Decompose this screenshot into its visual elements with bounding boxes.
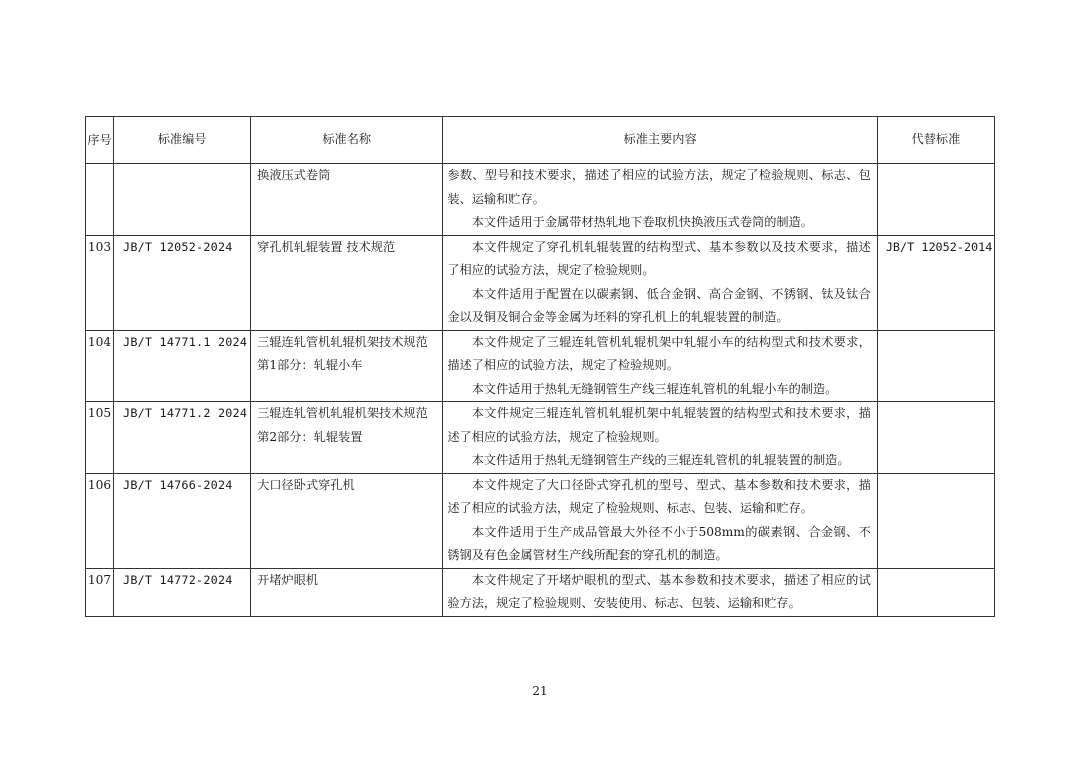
row-name: 三辊连轧管机轧辊机架技术规范 第1部分：轧辊小车 [251, 330, 443, 402]
content-scope: 本文件适用于生产成品管最大外径不小于508mm的碳素钢、合金钢、不锈钢及有色金属管材生产线所配套的穿孔机的制造。 [447, 524, 871, 562]
content-scope: 本文件适用于热轧无缝钢管生产线的三辊连轧管机的轧辊装置的制造。 [471, 453, 850, 467]
table-row [86, 473, 995, 568]
row-code: JB/T 14766-2024 [114, 473, 251, 568]
content-main: 本文件规定了开堵炉眼机的型式、基本参数和技术要求，描述了相应的试验方法，规定了检验规则、安装使用、标志、包装、运输和贮存。 [447, 572, 871, 610]
row-name: 穿孔机轧辊装置 技术规范 [251, 235, 443, 330]
row-replaced [877, 568, 994, 616]
row-seq: 104 [86, 330, 114, 402]
row-code: JB/T 12052-2024 [114, 235, 251, 330]
table-row [86, 402, 995, 474]
row-name: 大口径卧式穿孔机 [251, 473, 443, 568]
header-code: 标准编号 [114, 117, 251, 164]
content-main: 本文件规定了大口径卧式穿孔机的型号、型式、基本参数和技术要求，描述了相应的试验方法，规定了检验规则、标志、包装、运输和贮存。 [447, 477, 871, 515]
row-name: 换液压式卷筒 [251, 164, 443, 236]
content-main: 本文件规定了穿孔机轧辊装置的结构型式、基本参数以及技术要求，描述了相应的试验方法，规定了检验规则。 [447, 239, 871, 277]
row-seq [86, 164, 114, 236]
standards-table-sheet [85, 116, 995, 617]
content-scope: 本文件适用于金属带材热轧地下卷取机快换液压式卷筒的制造。 [471, 215, 813, 229]
row-code [114, 164, 251, 236]
row-code: JB/T 14771.1 2024 [114, 330, 251, 402]
row-code: JB/T 14772-2024 [114, 568, 251, 616]
row-name: 开堵炉眼机 [251, 568, 443, 616]
table-row [86, 568, 995, 616]
content-continued: 参数、型号和技术要求，描述了相应的试验方法，规定了检验规则、标志、包装、运输和贮存。 [447, 168, 871, 206]
row-content [443, 235, 877, 330]
table-row [86, 235, 995, 330]
row-replaced: JB/T 12052-2014 [877, 235, 994, 330]
header-replaced: 代替标准 [877, 117, 994, 164]
row-seq: 105 [86, 402, 114, 474]
table-row [86, 164, 995, 236]
row-replaced [877, 473, 994, 568]
row-content [443, 330, 877, 402]
table-row [86, 330, 995, 402]
header-name: 标准名称 [251, 117, 443, 164]
content-main: 本文件规定三辊连轧管机轧辊机架中轧辊装置的结构型式和技术要求，描述了相应的试验方法，规定了检验规则。 [447, 406, 871, 444]
row-content [443, 568, 877, 616]
page-number: 21 [532, 684, 548, 698]
standards-table [85, 116, 995, 617]
table-header-row [86, 117, 995, 164]
header-content: 标准主要内容 [443, 117, 877, 164]
content-scope: 本文件适用于配置在以碳素钢、低合金钢、高合金钢、不锈钢、钛及钛合金以及铜及铜合金等金属为坯料的穿孔机上的轧辊装置的制造。 [447, 286, 871, 324]
row-replaced [877, 164, 994, 236]
row-seq: 103 [86, 235, 114, 330]
content-scope: 本文件适用于热轧无缝钢管生产线三辊连轧管机的轧辊小车的制造。 [471, 381, 838, 396]
row-replaced [877, 330, 994, 402]
header-seq: 序号 [86, 117, 114, 164]
row-seq: 106 [86, 473, 114, 568]
row-content [443, 402, 877, 474]
row-replaced [877, 402, 994, 474]
row-content [443, 164, 877, 236]
row-content [443, 473, 877, 568]
row-name: 三辊连轧管机轧辊机架技术规范 第2部分：轧辊装置 [251, 402, 443, 474]
content-main: 本文件规定了三辊连轧管机轧辊机架中轧辊小车的结构型式和技术要求，描述了相应的试验方法，规定了检验规则。 [447, 334, 871, 372]
row-code: JB/T 14771.2 2024 [114, 402, 251, 474]
row-seq: 107 [86, 568, 114, 616]
